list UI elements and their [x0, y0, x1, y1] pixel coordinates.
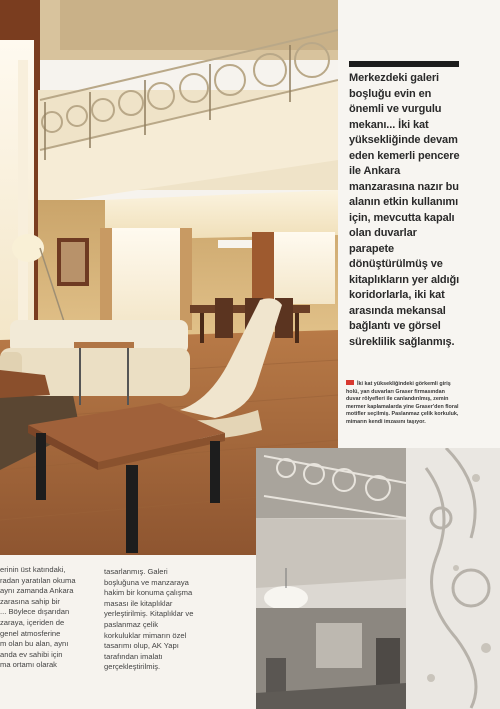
caption-text: İki kat yüksekliğindeki görkemli giriş holü, yan duvarları Graser firmasından duvar rölyefleri ile canlandırılmış, zemin mermer kaplamalarda yine Graser'den floral motifler seçilmiş. Paslanmaz çelik korkuluk, mimarın kendi imzasını taşıyor. [346, 381, 459, 425]
text-line: zarasına sahip bir [0, 596, 60, 606]
text-line: anda ev sahibi için [0, 649, 63, 659]
text-line: masası ile kitaplıklar [104, 598, 173, 608]
text-line: radan yaratılan okuma [0, 575, 76, 585]
text-line: genel atmosferine [0, 628, 61, 638]
caption-marker [346, 380, 354, 385]
text-line: hakim bir konuma çalışma [104, 588, 193, 598]
lead-paragraph: Merkezdeki galeri boşluğu evin en önemli ve vurgulu mekanı... İki kat yüksekliğinde devam eden kemerli pencere ile Ankara manzarasına nazır bu alanın etkin kullanımı için, mevcutta kapalı olan duvarlar parapete dönüştürülmüş ve kitaplıkların yer aldığı koridorlarla, iki kat arasında mekansal bağlantı ve görsel süreklilik sağlanmış. [349, 72, 460, 348]
text-line: korkuluklar mimarın özel [104, 630, 187, 640]
text-line: aynı zamanda Ankara [0, 586, 74, 596]
text-line: zaraya, içeriden de [0, 617, 65, 627]
text-line: tarafından imalatı [104, 651, 163, 661]
text-line: boşluğuna ve manzaraya [104, 577, 189, 587]
text-line: tasarlanmış. Galeri [104, 567, 168, 576]
bottom-text-column-left [0, 565, 96, 671]
text-line: paslanmaz çelik [104, 619, 159, 629]
text-line: ... Böylece dışarıdan [0, 607, 70, 617]
text-line: yerleştirilmiş. Kitaplıklar ve [104, 609, 194, 619]
bottom-text-column-right [104, 567, 250, 673]
text-line: m olan bu alan, aynı [0, 639, 69, 649]
photo-caption [346, 380, 460, 427]
entrance-hall-photo [256, 448, 500, 709]
heading-rule [349, 61, 459, 67]
text-line: erinin üst katındaki, [0, 565, 66, 574]
text-line: tasarımı olup, AK Yapı [104, 641, 179, 651]
text-line: gerçekleştirilmiş. [104, 662, 161, 672]
text-line: ma ortamı olarak [0, 660, 57, 670]
